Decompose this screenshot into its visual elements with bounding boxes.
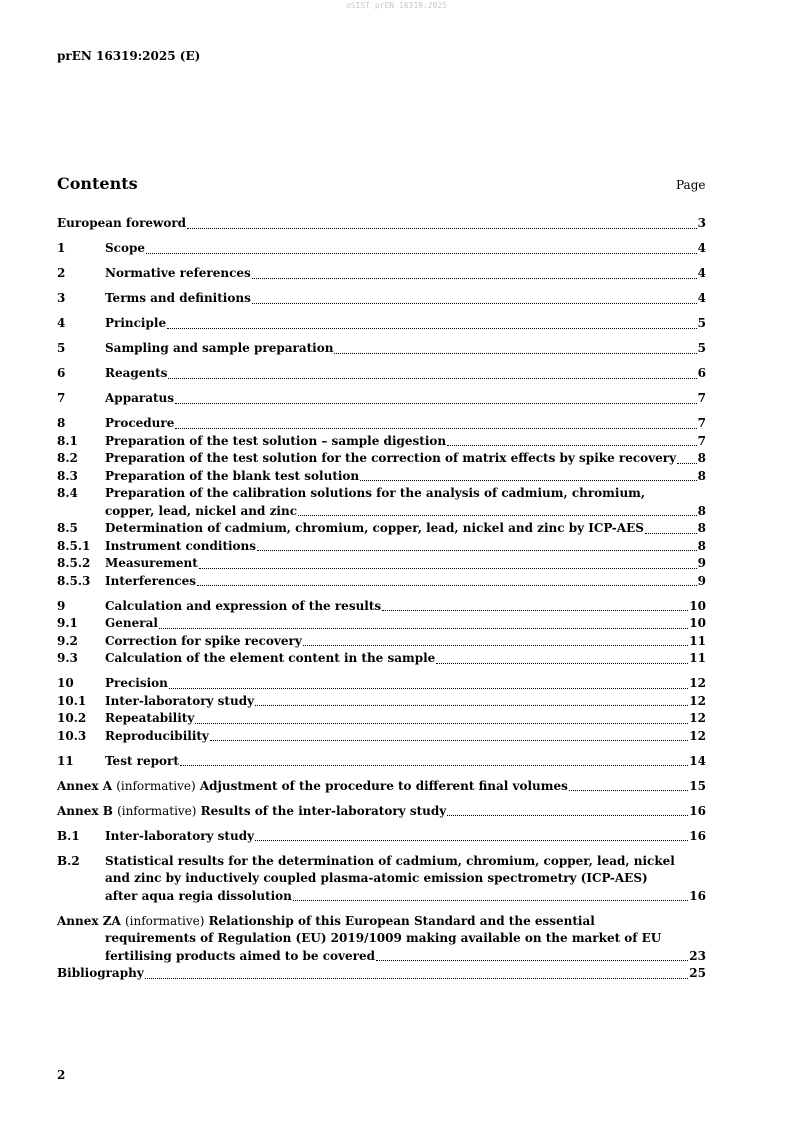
toc-title: Repeatability (105, 711, 195, 725)
toc-page: 11 (689, 633, 706, 648)
toc-page: 7 (697, 433, 706, 448)
toc-entry-11[interactable] (57, 753, 706, 771)
toc-title (57, 913, 595, 931)
toc-title: requirements of Regulation (EU) 2019/1009 making available on the market of EU (105, 931, 662, 945)
toc-entry-b-1[interactable] (57, 828, 706, 846)
toc-entry-8-4[interactable] (57, 485, 706, 503)
toc-page: 8 (697, 451, 706, 465)
toc-entry-8-5[interactable] (57, 520, 706, 538)
toc-number: 5 (57, 341, 66, 355)
table-of-contents (57, 215, 706, 983)
toc-page: 5 (697, 341, 706, 355)
toc-title: Calculation of the element content in the sample (105, 651, 436, 665)
toc-page: 14 (689, 753, 706, 768)
toc-page: 4 (697, 241, 706, 255)
dot-leader (677, 463, 697, 464)
toc-page: 15 (689, 778, 706, 793)
toc-entry-10[interactable] (57, 675, 706, 693)
toc-number: 8.4 (57, 486, 78, 500)
annex-qualifier: (informative) (117, 803, 197, 818)
toc-title: Precision (105, 676, 168, 690)
toc-title: Test report (105, 753, 179, 768)
dot-leader (298, 515, 697, 516)
dot-leader (334, 353, 696, 354)
toc-entry-8-3[interactable] (57, 468, 706, 486)
toc-entry-4[interactable] (57, 315, 706, 333)
dot-leader (146, 253, 697, 254)
toc-number: 2 (57, 266, 66, 280)
toc-entry-10-2[interactable] (57, 710, 706, 728)
toc-title: Principle (105, 316, 167, 330)
toc-title: Bibliography (57, 966, 144, 980)
toc-title: Scope (105, 241, 146, 255)
toc-title: and zinc by inductively coupled plasma-atomic emission spectrometry (ICP-AES) (105, 871, 648, 885)
dot-leader (252, 278, 697, 279)
toc-title: copper, lead, nickel and zinc (105, 503, 297, 518)
dot-leader (569, 790, 688, 791)
toc-page: 8 (697, 503, 706, 518)
dot-leader (169, 688, 688, 689)
dot-leader (447, 445, 697, 446)
toc-entry-9-1[interactable] (57, 615, 706, 633)
dot-leader (303, 645, 688, 646)
annex-label: Annex B (57, 803, 113, 818)
toc-page: 10 (689, 616, 706, 630)
toc-entry-b-2-cont2[interactable] (57, 888, 706, 906)
dot-leader (167, 328, 697, 329)
toc-page: 7 (697, 416, 706, 430)
toc-title (57, 803, 446, 821)
toc-number: 10.1 (57, 693, 87, 708)
toc-page: 16 (689, 803, 706, 818)
toc-number: 10 (57, 676, 74, 690)
annex-qualifier: (informative) (116, 778, 196, 793)
toc-entry-8-5-1[interactable] (57, 538, 706, 556)
dot-leader (382, 610, 688, 611)
toc-entry-bibliography[interactable] (57, 965, 706, 983)
annex-title: Adjustment of the procedure to different final volumes (199, 778, 568, 793)
toc-number: 8.1 (57, 433, 78, 448)
toc-number: 7 (57, 391, 66, 405)
toc-number: 9.2 (57, 633, 78, 648)
dot-leader (293, 900, 688, 901)
toc-number: 1 (57, 241, 66, 255)
toc-title: Reagents (105, 366, 168, 380)
toc-title: Inter-laboratory study (105, 693, 255, 708)
annex-qualifier: (informative) (124, 913, 205, 928)
toc-entry-b-2-cont[interactable] (57, 870, 706, 888)
toc-entry-8-2[interactable] (57, 450, 706, 468)
toc-page: 12 (689, 676, 706, 690)
toc-title: Preparation of the blank test solution (105, 468, 360, 483)
dot-leader (159, 628, 688, 629)
toc-number: 4 (57, 316, 66, 330)
toc-title: Procedure (105, 416, 175, 430)
toc-number: B.2 (57, 853, 80, 868)
toc-page: 8 (697, 538, 706, 553)
toc-entry-annex-za[interactable] (57, 913, 706, 931)
toc-page: 25 (689, 966, 706, 980)
toc-entry-10-3[interactable] (57, 728, 706, 746)
toc-title: Measurement (105, 556, 198, 570)
watermark: oSIST prEN 16319:2025 (345, 1, 448, 10)
toc-number: 9.1 (57, 616, 78, 630)
dot-leader (645, 533, 697, 534)
toc-title: Inter-laboratory study (105, 828, 255, 843)
toc-entry-3[interactable] (57, 290, 706, 308)
dot-leader (168, 378, 696, 379)
toc-number: 6 (57, 366, 66, 380)
toc-page: 9 (697, 556, 706, 570)
document-header: prEN 16319:2025 (E) (57, 49, 201, 63)
toc-number: 8.2 (57, 451, 78, 465)
toc-entry-2[interactable] (57, 265, 706, 283)
toc-title: Calculation and expression of the results (105, 598, 382, 613)
toc-title: Instrument conditions (105, 538, 257, 553)
toc-title: fertilising products aimed to be covered (105, 948, 375, 963)
dot-leader (210, 740, 688, 741)
dot-leader (175, 403, 697, 404)
dot-leader (195, 723, 688, 724)
toc-number: 8.5 (57, 521, 78, 535)
toc-entry-6[interactable] (57, 365, 706, 383)
toc-entry-8-4-cont[interactable] (57, 503, 706, 521)
toc-number: 10.3 (57, 728, 87, 743)
toc-page: 9 (697, 573, 706, 588)
toc-number: 9.3 (57, 651, 78, 665)
toc-entry-8-1[interactable] (57, 433, 706, 451)
toc-page: 3 (697, 216, 706, 230)
toc-page: 16 (689, 828, 706, 843)
toc-page: 23 (689, 948, 706, 963)
toc-number: 3 (57, 291, 66, 305)
toc-title: Terms and definitions (105, 291, 251, 305)
toc-number: 8.5.3 (57, 573, 91, 588)
toc-title: Preparation of the test solution for the correction of matrix effects by spike recovery (105, 451, 677, 465)
page-column-label: Page (676, 178, 706, 192)
dot-leader (175, 428, 696, 429)
toc-number: 8.5.1 (57, 538, 91, 553)
toc-page: 8 (697, 468, 706, 483)
toc-page: 16 (689, 888, 706, 903)
toc-entry-8-5-2[interactable] (57, 555, 706, 573)
dot-leader (257, 550, 697, 551)
toc-page: 12 (689, 728, 706, 743)
toc-title: Preparation of the test solution – sample digestion (105, 433, 447, 448)
annex-title: Relationship of this European Standard and the essential (208, 913, 595, 928)
dot-leader (145, 978, 689, 979)
dot-leader (436, 663, 688, 664)
toc-title: Sampling and sample preparation (105, 341, 334, 355)
toc-title: Determination of cadmium, chromium, copper, lead, nickel and zinc by ICP-AES (105, 521, 644, 535)
dot-leader (252, 303, 697, 304)
toc-entry-5[interactable] (57, 340, 706, 358)
toc-entry-annex-za-cont2[interactable] (57, 948, 706, 966)
toc-entry-9[interactable] (57, 598, 706, 616)
toc-entry-annex-za-cont[interactable] (57, 930, 706, 948)
annex-label: Annex ZA (57, 913, 121, 928)
contents-title: Contents (57, 174, 138, 193)
toc-entry-10-1[interactable] (57, 693, 706, 711)
toc-page: 5 (697, 316, 706, 330)
dot-leader (447, 815, 688, 816)
toc-number: 10.2 (57, 711, 87, 725)
toc-entry-annex-b[interactable] (57, 803, 706, 821)
toc-number: 9 (57, 598, 66, 613)
toc-title: Correction for spike recovery (105, 633, 302, 648)
toc-title: General (105, 616, 158, 630)
toc-title (57, 778, 568, 796)
annex-label: Annex A (57, 778, 113, 793)
toc-entry-7[interactable] (57, 390, 706, 408)
toc-entry-9-3[interactable] (57, 650, 706, 668)
toc-page: 8 (697, 521, 706, 535)
toc-page: 12 (689, 711, 706, 725)
toc-page: 4 (697, 291, 706, 305)
dot-leader (197, 585, 697, 586)
dot-leader (187, 228, 697, 229)
toc-number: 11 (57, 753, 74, 768)
dot-leader (255, 705, 688, 706)
toc-entry-b-2[interactable] (57, 853, 706, 871)
annex-title: Results of the inter-laboratory study (200, 803, 447, 818)
toc-page: 6 (697, 366, 706, 380)
toc-title: Reproducibility (105, 728, 209, 743)
toc-title: Preparation of the calibration solutions for the analysis of cadmium, chromium, (105, 486, 646, 500)
dot-leader (360, 480, 696, 481)
toc-entry-8[interactable] (57, 415, 706, 433)
toc-entry-9-2[interactable] (57, 633, 706, 651)
dot-leader (180, 765, 688, 766)
toc-page: 7 (697, 391, 706, 405)
toc-page: 12 (689, 693, 706, 708)
toc-title: Statistical results for the determination of cadmium, chromium, copper, lead, nickel (105, 853, 675, 868)
toc-number: B.1 (57, 828, 80, 843)
dot-leader (199, 568, 697, 569)
toc-number: 8 (57, 416, 66, 430)
toc-title: Normative references (105, 266, 251, 280)
toc-page: 11 (689, 651, 706, 665)
toc-entry-foreword[interactable] (57, 215, 706, 233)
toc-number: 8.5.2 (57, 556, 91, 570)
toc-title: after aqua regia dissolution (105, 888, 292, 903)
dot-leader (255, 840, 688, 841)
toc-title: Interferences (105, 573, 197, 588)
toc-title: Apparatus (105, 391, 174, 405)
toc-number: 8.3 (57, 468, 78, 483)
toc-entry-1[interactable] (57, 240, 706, 258)
toc-page: 4 (697, 266, 706, 280)
dot-leader (376, 960, 688, 961)
toc-page: 10 (689, 598, 706, 613)
toc-entry-8-5-3[interactable] (57, 573, 706, 591)
toc-entry-annex-a[interactable] (57, 778, 706, 796)
page-number: 2 (57, 1068, 66, 1082)
toc-title: European foreword (57, 216, 187, 230)
